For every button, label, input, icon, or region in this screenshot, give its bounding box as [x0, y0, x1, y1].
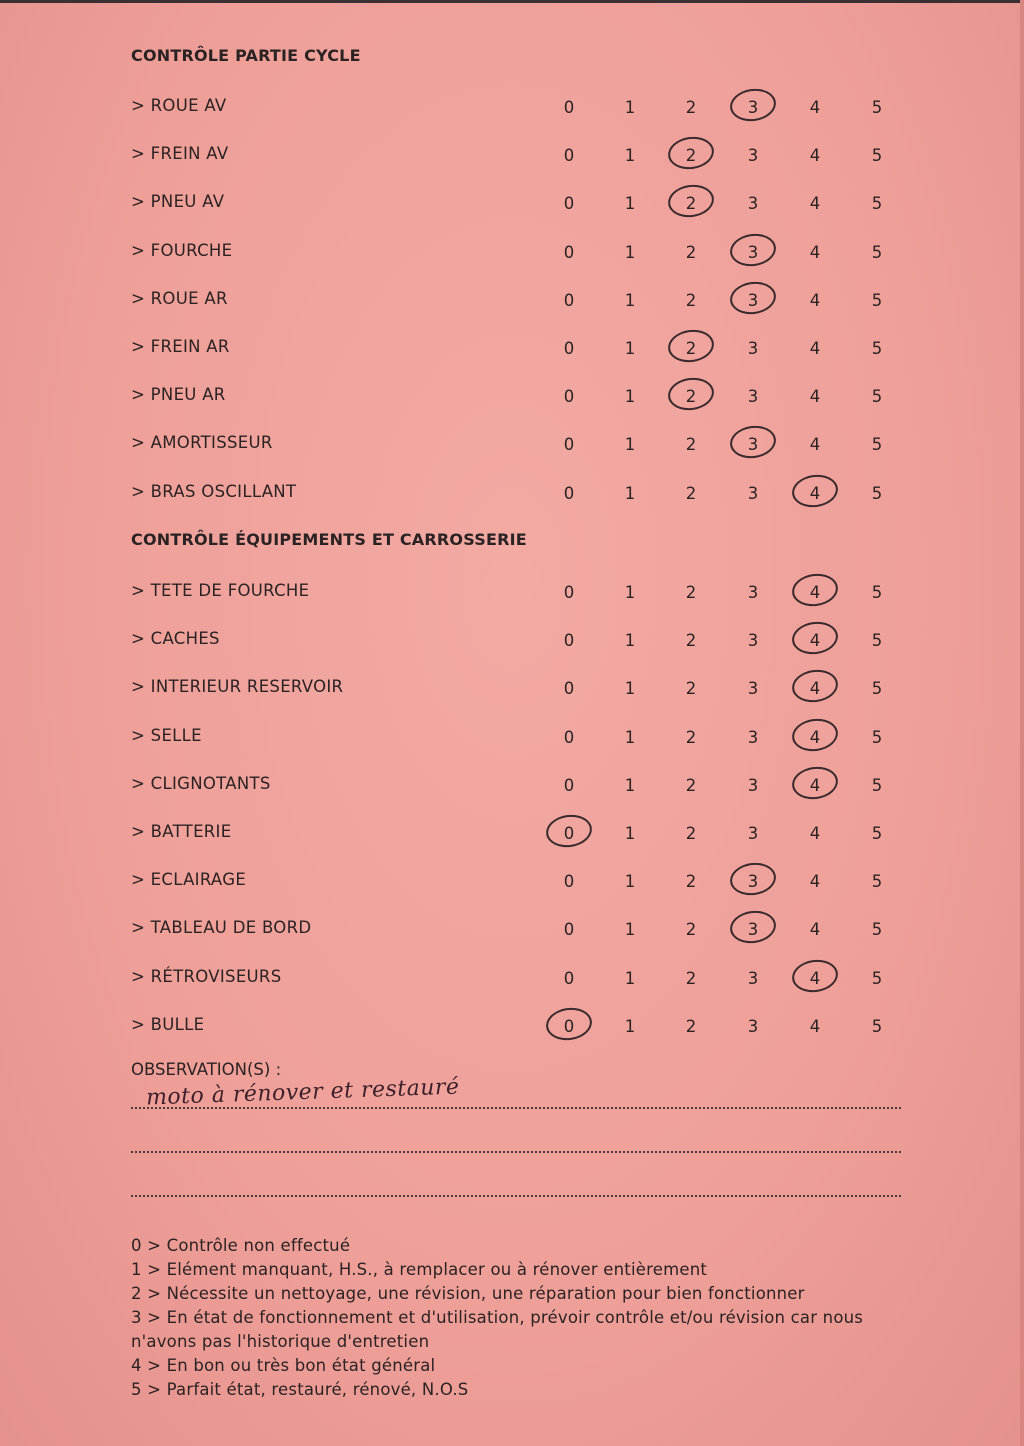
score-option-3[interactable]: 3: [747, 824, 759, 843]
score-option-5[interactable]: 5: [871, 1017, 883, 1036]
score-option-5[interactable]: 5: [871, 484, 883, 503]
score-option-0[interactable]: 0: [563, 194, 575, 213]
score-option-2[interactable]: 2: [685, 631, 697, 650]
rating-row-label: > FREIN AV: [131, 144, 229, 163]
rating-row-label: > BRAS OSCILLANT: [131, 482, 297, 501]
score-option-4[interactable]: 4: [809, 146, 821, 165]
score-option-3[interactable]: 3: [747, 291, 759, 310]
score-option-1[interactable]: 1: [624, 1017, 636, 1036]
score-option-3[interactable]: 3: [747, 583, 759, 602]
observation-line-2[interactable]: [131, 1151, 901, 1153]
score-option-0[interactable]: 0: [563, 484, 575, 503]
score-option-2[interactable]: 2: [685, 243, 697, 262]
score-option-0[interactable]: 0: [563, 243, 575, 262]
score-option-5[interactable]: 5: [871, 339, 883, 358]
score-option-4[interactable]: 4: [809, 1017, 821, 1036]
rating-row-label: > TETE DE FOURCHE: [131, 581, 310, 600]
score-option-4[interactable]: 4: [809, 631, 821, 650]
rating-row: [0, 92, 1024, 122]
score-option-2[interactable]: 2: [685, 387, 697, 406]
score-option-1[interactable]: 1: [624, 872, 636, 891]
rating-row: [0, 285, 1024, 315]
score-option-0[interactable]: 0: [563, 387, 575, 406]
score-option-2[interactable]: 2: [685, 679, 697, 698]
score-option-3[interactable]: 3: [747, 484, 759, 503]
score-option-3[interactable]: 3: [747, 98, 759, 117]
score-option-3[interactable]: 3: [747, 1017, 759, 1036]
score-option-0[interactable]: 0: [563, 872, 575, 891]
score-option-5[interactable]: 5: [871, 920, 883, 939]
score-option-1[interactable]: 1: [624, 435, 636, 454]
rating-row: [0, 478, 1024, 508]
rating-row: [0, 770, 1024, 800]
observation-line-3[interactable]: [131, 1195, 901, 1197]
score-option-1[interactable]: 1: [624, 98, 636, 117]
observations-label: OBSERVATION(S) :: [131, 1060, 282, 1079]
score-option-2[interactable]: 2: [685, 969, 697, 988]
score-option-0[interactable]: 0: [563, 824, 575, 843]
section-title: CONTRÔLE PARTIE CYCLE: [131, 46, 361, 65]
score-option-5[interactable]: 5: [871, 146, 883, 165]
score-option-5[interactable]: 5: [871, 194, 883, 213]
handwritten-observation: moto à rénover et restauré: [145, 1074, 460, 1111]
score-option-4[interactable]: 4: [809, 387, 821, 406]
rating-row: [0, 673, 1024, 703]
score-option-2[interactable]: 2: [685, 824, 697, 843]
photo-edge-top: [0, 0, 1024, 3]
rating-row: [0, 333, 1024, 363]
rating-row-label: > BATTERIE: [131, 822, 232, 841]
rating-row-label: > ROUE AV: [131, 96, 227, 115]
score-option-1[interactable]: 1: [624, 146, 636, 165]
score-option-5[interactable]: 5: [871, 872, 883, 891]
score-option-1[interactable]: 1: [624, 291, 636, 310]
rating-row-label: > BULLE: [131, 1015, 205, 1034]
rating-row-label: > CLIGNOTANTS: [131, 774, 271, 793]
score-option-3[interactable]: 3: [747, 387, 759, 406]
score-option-4[interactable]: 4: [809, 194, 821, 213]
score-option-4[interactable]: 4: [809, 339, 821, 358]
rating-row: [0, 818, 1024, 848]
legend-line: 4 > En bon ou très bon état général: [131, 1356, 436, 1375]
score-option-1[interactable]: 1: [624, 631, 636, 650]
score-option-1[interactable]: 1: [624, 194, 636, 213]
score-option-4[interactable]: 4: [809, 920, 821, 939]
score-option-5[interactable]: 5: [871, 776, 883, 795]
score-option-4[interactable]: 4: [809, 484, 821, 503]
score-option-4[interactable]: 4: [809, 291, 821, 310]
score-option-1[interactable]: 1: [624, 776, 636, 795]
score-option-2[interactable]: 2: [685, 872, 697, 891]
rating-row-label: > ECLAIRAGE: [131, 870, 247, 889]
score-option-5[interactable]: 5: [871, 387, 883, 406]
score-option-2[interactable]: 2: [685, 776, 697, 795]
score-option-5[interactable]: 5: [871, 583, 883, 602]
score-option-3[interactable]: 3: [747, 194, 759, 213]
score-option-3[interactable]: 3: [747, 679, 759, 698]
score-option-4[interactable]: 4: [809, 435, 821, 454]
rating-row-label: > INTERIEUR RESERVOIR: [131, 677, 344, 696]
score-option-4[interactable]: 4: [809, 728, 821, 747]
score-option-3[interactable]: 3: [747, 146, 759, 165]
score-option-0[interactable]: 0: [563, 776, 575, 795]
legend-line: 2 > Nécessite un nettoyage, une révision, une réparation pour bien fonctionner: [131, 1284, 805, 1303]
score-option-2[interactable]: 2: [685, 291, 697, 310]
score-option-0[interactable]: 0: [563, 98, 575, 117]
score-option-3[interactable]: 3: [747, 243, 759, 262]
score-option-2[interactable]: 2: [685, 1017, 697, 1036]
score-option-3[interactable]: 3: [747, 339, 759, 358]
score-option-4[interactable]: 4: [809, 824, 821, 843]
score-option-0[interactable]: 0: [563, 920, 575, 939]
score-option-2[interactable]: 2: [685, 194, 697, 213]
score-option-5[interactable]: 5: [871, 679, 883, 698]
score-option-3[interactable]: 3: [747, 631, 759, 650]
score-option-3[interactable]: 3: [747, 435, 759, 454]
score-option-0[interactable]: 0: [563, 583, 575, 602]
rating-row-label: > AMORTISSEUR: [131, 433, 273, 452]
legend-line: 1 > Elément manquant, H.S., à remplacer ou à rénover entièrement: [131, 1260, 708, 1279]
rating-row-label: > SELLE: [131, 726, 202, 745]
score-option-5[interactable]: 5: [871, 291, 883, 310]
score-option-5[interactable]: 5: [871, 435, 883, 454]
score-option-3[interactable]: 3: [747, 872, 759, 891]
legend-line: 5 > Parfait état, restauré, rénové, N.O.S: [131, 1380, 469, 1399]
rating-row: [0, 381, 1024, 411]
score-option-2[interactable]: 2: [685, 435, 697, 454]
rating-row: [0, 963, 1024, 993]
rating-row-label: > TABLEAU DE BORD: [131, 918, 312, 937]
score-option-1[interactable]: 1: [624, 920, 636, 939]
score-option-2[interactable]: 2: [685, 339, 697, 358]
legend-line: 3 > En état de fonctionnement et d'utilisation, prévoir contrôle et/ou révision car nous: [131, 1308, 864, 1327]
score-option-4[interactable]: 4: [809, 243, 821, 262]
score-option-0[interactable]: 0: [563, 728, 575, 747]
rating-row: [0, 188, 1024, 218]
score-option-0[interactable]: 0: [563, 291, 575, 310]
score-option-2[interactable]: 2: [685, 583, 697, 602]
score-option-4[interactable]: 4: [809, 98, 821, 117]
score-option-4[interactable]: 4: [809, 969, 821, 988]
score-option-2[interactable]: 2: [685, 484, 697, 503]
rating-row: [0, 866, 1024, 896]
rating-row-label: > PNEU AR: [131, 385, 226, 404]
score-option-0[interactable]: 0: [563, 339, 575, 358]
observation-line-1[interactable]: [131, 1107, 901, 1109]
rating-legend: [131, 1234, 863, 1402]
score-option-4[interactable]: 4: [809, 872, 821, 891]
score-option-4[interactable]: 4: [809, 583, 821, 602]
score-option-5[interactable]: 5: [871, 824, 883, 843]
rating-row: [0, 722, 1024, 752]
score-option-1[interactable]: 1: [624, 679, 636, 698]
score-option-3[interactable]: 3: [747, 776, 759, 795]
score-option-0[interactable]: 0: [563, 969, 575, 988]
score-option-0[interactable]: 0: [563, 146, 575, 165]
score-option-2[interactable]: 2: [685, 728, 697, 747]
rating-row-label: > FOURCHE: [131, 241, 233, 260]
score-option-5[interactable]: 5: [871, 631, 883, 650]
legend-line: n'avons pas l'historique d'entretien: [131, 1332, 430, 1351]
legend-line: 0 > Contrôle non effectué: [131, 1236, 351, 1255]
score-option-3[interactable]: 3: [747, 920, 759, 939]
score-option-5[interactable]: 5: [871, 243, 883, 262]
score-option-1[interactable]: 1: [624, 243, 636, 262]
score-option-1[interactable]: 1: [624, 339, 636, 358]
score-option-5[interactable]: 5: [871, 98, 883, 117]
rating-row: [0, 577, 1024, 607]
score-option-1[interactable]: 1: [624, 824, 636, 843]
rating-row: [0, 237, 1024, 267]
rating-row-label: > ROUE AR: [131, 289, 228, 308]
score-option-4[interactable]: 4: [809, 679, 821, 698]
score-option-2[interactable]: 2: [685, 146, 697, 165]
rating-row-label: > PNEU AV: [131, 192, 225, 211]
score-option-0[interactable]: 0: [563, 679, 575, 698]
score-option-0[interactable]: 0: [563, 1017, 575, 1036]
rating-row: [0, 1011, 1024, 1041]
rating-row: [0, 429, 1024, 459]
score-option-1[interactable]: 1: [624, 484, 636, 503]
score-option-1[interactable]: 1: [624, 583, 636, 602]
score-option-0[interactable]: 0: [563, 631, 575, 650]
score-option-2[interactable]: 2: [685, 98, 697, 117]
section-title: CONTRÔLE ÉQUIPEMENTS ET CARROSSERIE: [131, 530, 527, 549]
score-option-3[interactable]: 3: [747, 969, 759, 988]
rating-row: [0, 140, 1024, 170]
score-option-4[interactable]: 4: [809, 776, 821, 795]
score-option-2[interactable]: 2: [685, 920, 697, 939]
score-option-3[interactable]: 3: [747, 728, 759, 747]
score-option-1[interactable]: 1: [624, 969, 636, 988]
rating-row-label: > RÉTROVISEURS: [131, 967, 282, 986]
rating-row-label: > FREIN AR: [131, 337, 230, 356]
score-option-1[interactable]: 1: [624, 387, 636, 406]
rating-row-label: > CACHES: [131, 629, 220, 648]
score-option-0[interactable]: 0: [563, 435, 575, 454]
score-option-5[interactable]: 5: [871, 728, 883, 747]
score-option-1[interactable]: 1: [624, 728, 636, 747]
score-option-5[interactable]: 5: [871, 969, 883, 988]
rating-row: [0, 625, 1024, 655]
rating-row: [0, 914, 1024, 944]
